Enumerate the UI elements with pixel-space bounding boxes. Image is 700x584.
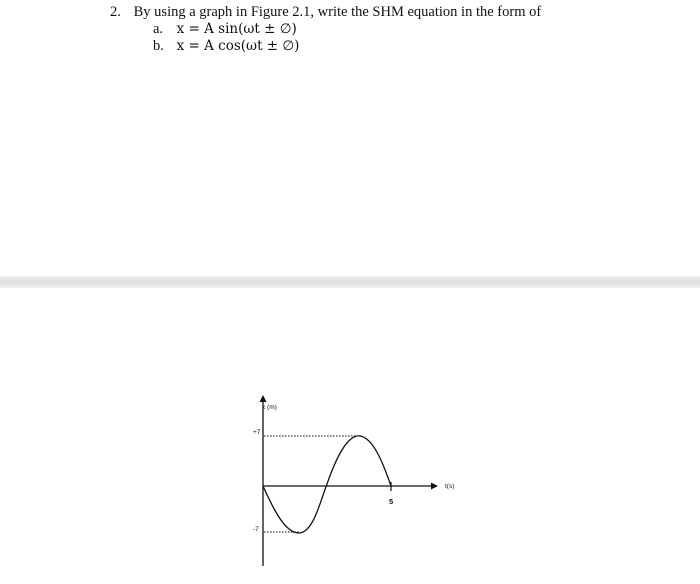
- question-number: 2.: [110, 4, 121, 20]
- option-b-equation: x = A cos(ωt ± ∅): [176, 38, 300, 54]
- option-b-label: b.: [153, 38, 164, 54]
- x-tick-label: 5: [389, 497, 394, 506]
- y-axis-label: x (m): [262, 404, 277, 411]
- displacement-curve: [263, 436, 394, 533]
- question-text-line: [110, 4, 541, 21]
- page-separator: [0, 276, 700, 288]
- x-axis-label: t(s): [445, 483, 455, 490]
- y-axis-arrow: [260, 395, 267, 402]
- page-top: [0, 0, 700, 276]
- shm-graph: [0, 288, 700, 584]
- x-axis-arrow: [431, 483, 438, 490]
- y-max-label: +7: [253, 429, 261, 436]
- page-bottom: [0, 288, 700, 584]
- question-text: By using a graph in Figure 2.1, write the SHM equation in the form of: [133, 4, 542, 20]
- option-b: [153, 38, 299, 55]
- option-a-label: a.: [153, 21, 164, 37]
- y-min-label: -7: [253, 526, 259, 533]
- option-a-equation: x = A sin(ωt ± ∅): [176, 21, 297, 37]
- option-a: [153, 21, 297, 38]
